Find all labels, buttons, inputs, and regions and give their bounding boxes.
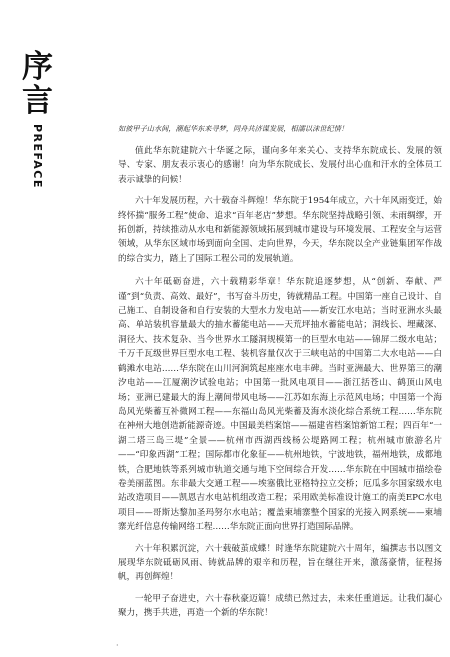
paragraph: 一轮甲子奋进史，六十春秋豪迈篇！成绩已然过去，未来任重道远。让我们凝心聚力，携手共进，再造一个新的华东院！ [118, 593, 442, 619]
preface-body [118, 144, 442, 628]
epigraph: 如彼甲子山水间，潮起华东来寻梦，同舟共济谋发展，相濡以沫世纪情！ [118, 124, 349, 133]
paragraph: 六十年砥砺奋进，六十载精彩华章！华东院追逐梦想，从“创新、奉献、严谨”到“负责、高效、最好”，书写奋斗历史，铸就精品工程。中国第一座自己设计、自己施工、自制设备和自行安装的大型水力发电站——新安江水电站；当时亚洲水头最高、单站装机容量最大的抽水蓄能电站——天荒坪抽水蓄能电站；洞线长、埋藏深、洞径大、技术复杂、当今世界水工隧洞规模第一的巨型水电站——锦屏二级水电站；千万千瓦级世界巨型水电工程、装机容量仅次于三峡电站的中国第二大水电站——白鹤滩水电站……华东院在山川河涧筑起座座水电丰碑。当时亚洲最大、世界第三的潮汐电站——江厦潮汐试验电站；中国第一批风电项目——浙江括苍山、鹤顶山风电场；亚洲已建最大的海上潮间带风电场——江苏如东海上示范风电场；中国第一个海岛风光柴蓄互补微网工程——东福山岛风光柴蓄及海水淡化综合系统工程……华东院在神州大地创造新能源奇迹。中国最美档案馆——福建省档案馆新馆工程；四百年“一湖二塔三岛三堤”全景——杭州市西湖西线杨公堤路网工程；杭州城市旅游名片——“印象西湖”工程；国际都市化象征——杭州地铁，宁波地铁，福州地铁，成都地铁，合肥地铁等系列城市轨道交通与地下空间综合开发……华东院在中国城市描绘卷卷美丽蓝图。东非最大交通工程——埃塞俄比亚格特拉立交桥；厄瓜多尔国家级水电站改造项目——凯恩吉水电站机组改造工程；采用欧美标准设计施工的南美EPC水电项目——哥斯达黎加圣玛努尔水电站；覆盖柬埔寨整个国家的光接入网系统——柬埔寨光纤信息传输网络工程……华东院正面向世界打造国际品牌。 [118, 277, 442, 533]
heading-block [22, 50, 82, 118]
page-title-english [30, 124, 50, 204]
paragraph: 六十年积累沉淀，六十载破茧成蝶！时逢华东院建院六十周年，编撰志书以图文展现华东院砥砺风雨、铸就品牌的艰辛和历程，旨在继往开来，激荡豪情，征程扬帆，再创辉煌！ [118, 543, 442, 583]
page-marker: · [116, 641, 119, 650]
paragraph: 六十年发展历程，六十载奋斗辉煌！华东院于1954年成立，六十年风雨变迁，始终怀揣“服务工程”使命、追求“百年老店”梦想。华东院坚持战略引领、未雨绸缪，开拓创新，持续推动从水电和新能源领域拓展到城市建设与环境发展、工程安全与运营领域，从华东区域市场到面向全国、走向世界，今天，华东院以全产业链集团军作战的综合实力，踏上了国际工程公司的发展轨道。 [118, 196, 442, 264]
paragraph: 值此华东院建院六十华诞之际，谨向多年来关心、支持华东院成长、发展的领导、专家、朋友表示衷心的感谢！向为华东院成长、发展付出心血和汗水的全体员工表示诚挚的问候！ [118, 146, 442, 185]
page-title-english-text: PREFACE [31, 124, 44, 189]
page-title: 序言 [22, 49, 54, 119]
